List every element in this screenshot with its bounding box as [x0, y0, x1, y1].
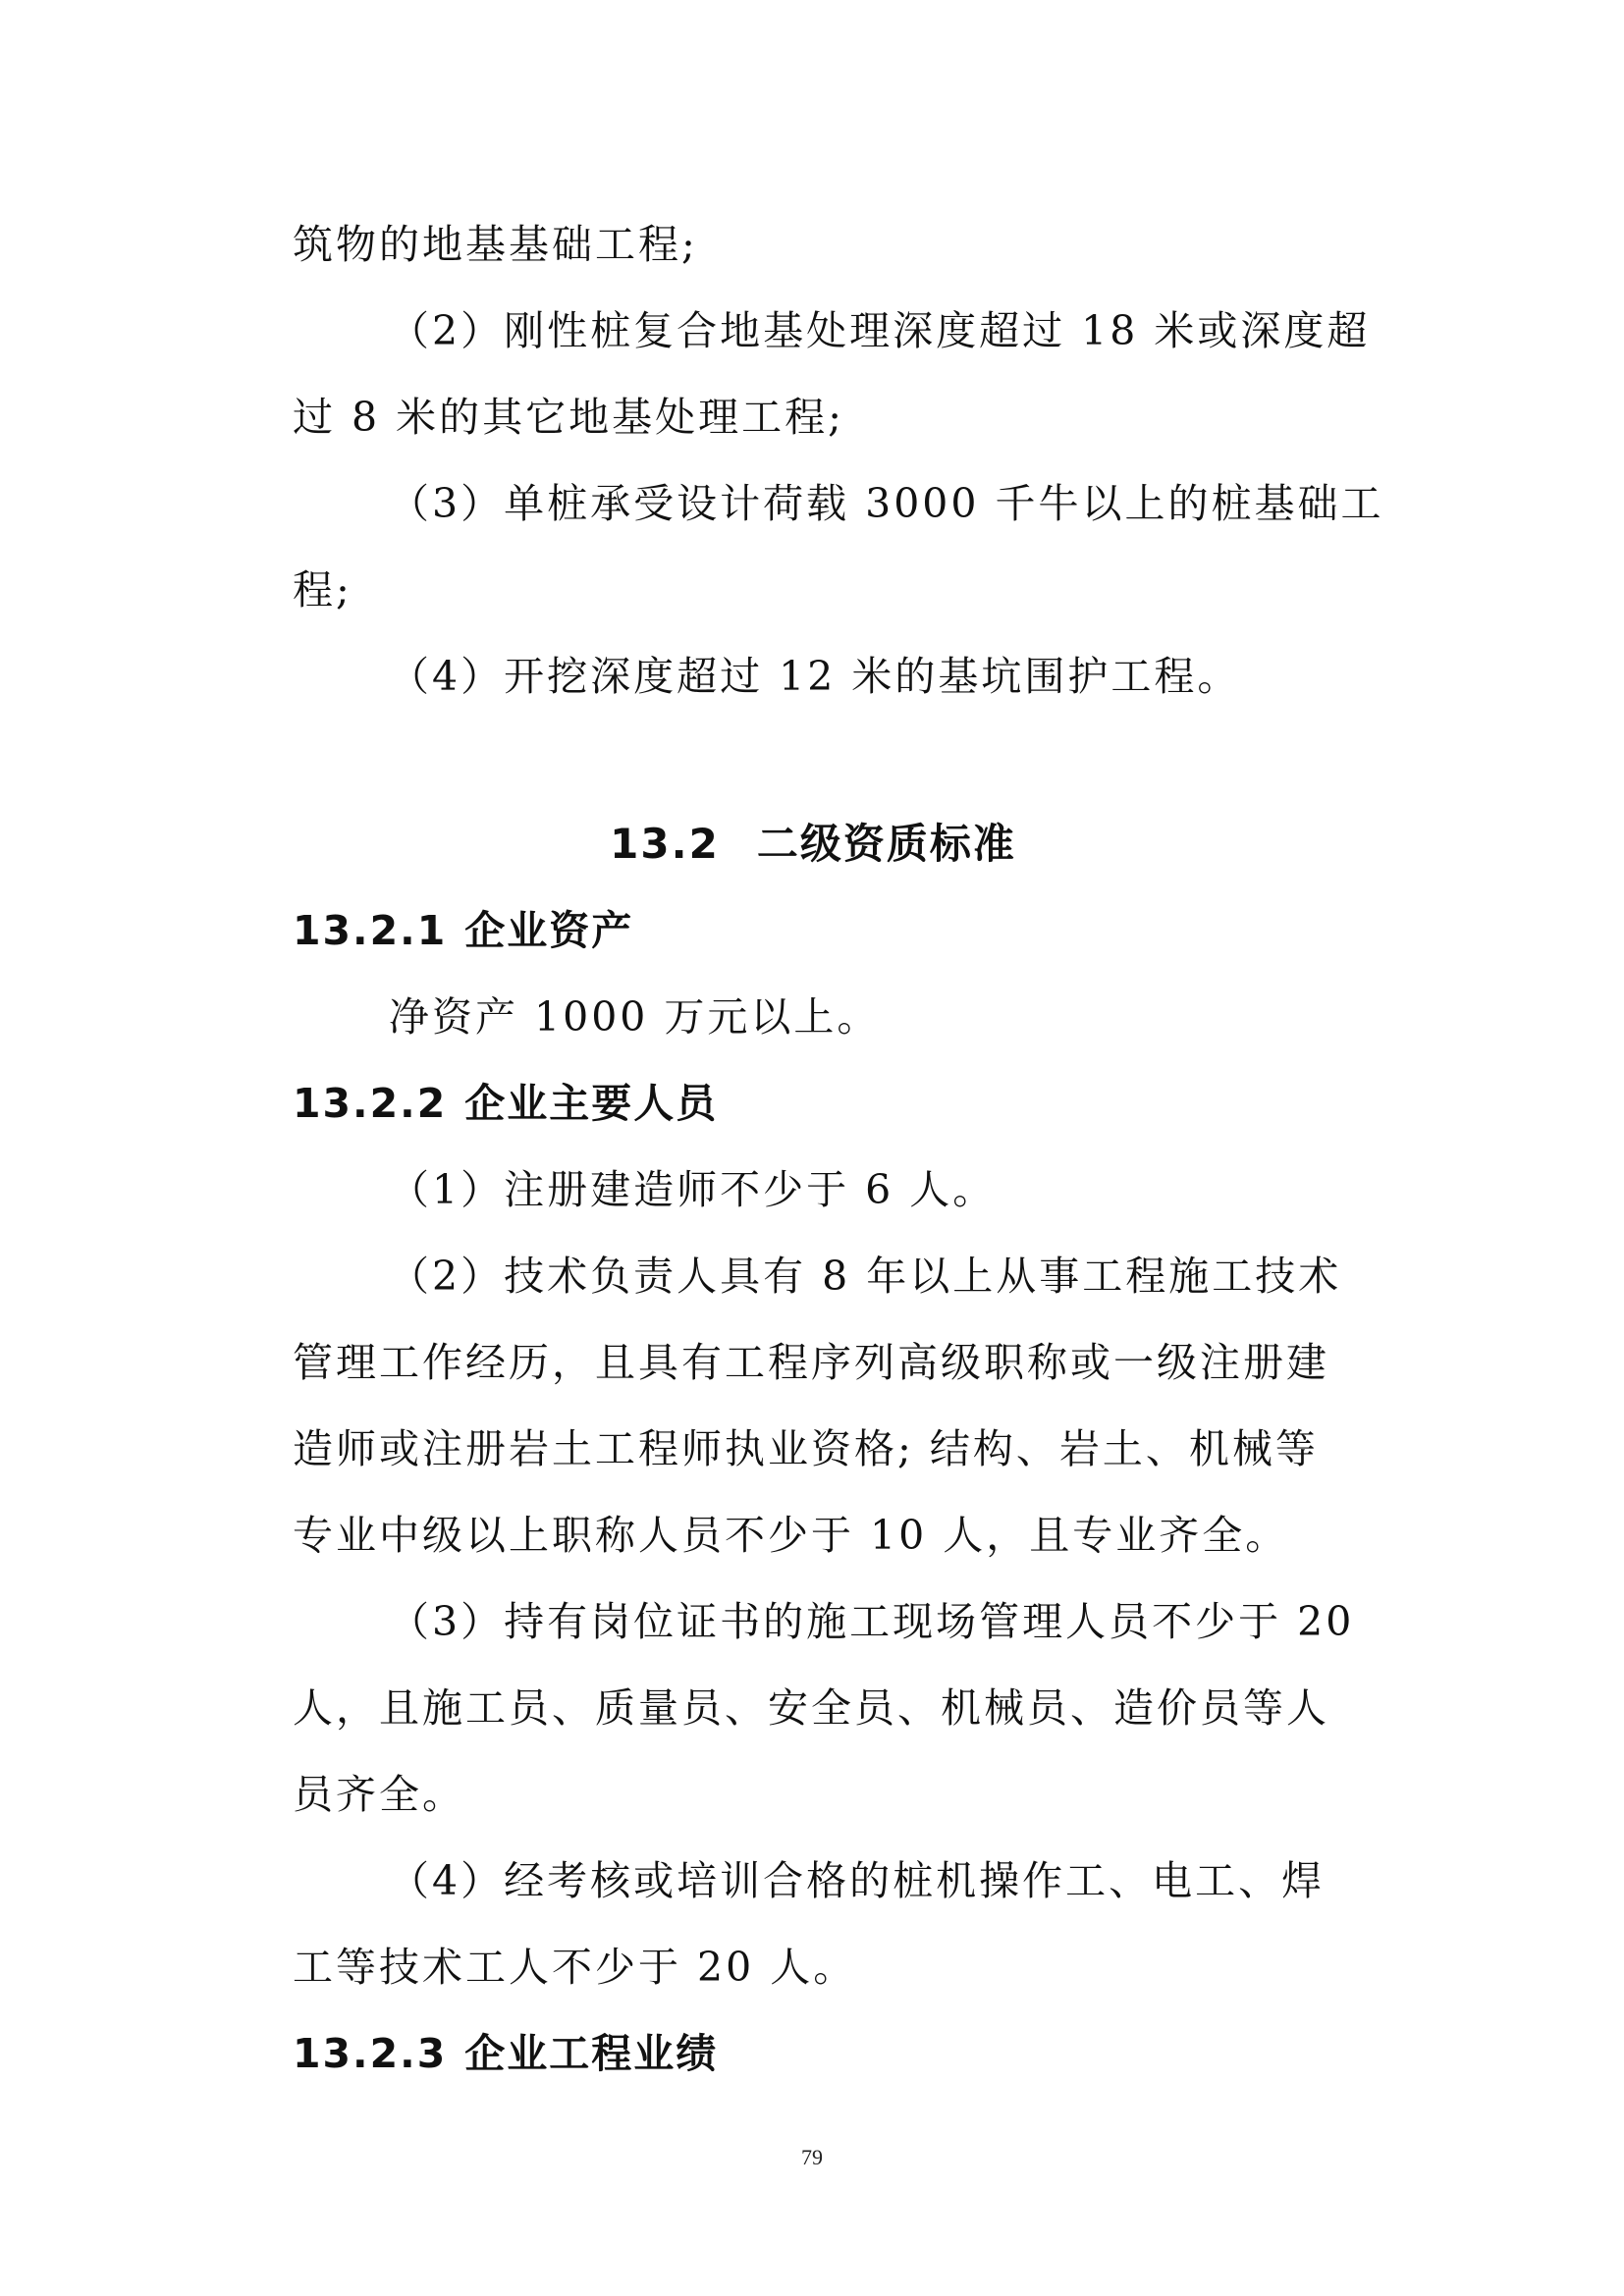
- paragraph-line: 筑物的地基基础工程;: [293, 221, 698, 268]
- list-item-4: （4）开挖深度超过 12 米的基坑围护工程。: [389, 653, 1241, 700]
- page-content: [293, 201, 1384, 2097]
- subsection-title: 企业工程业绩: [464, 2030, 719, 2077]
- list-item-2: （2）技术负责人具有 8 年以上从事工程施工技术: [389, 1253, 1342, 1300]
- paragraph-line: 过 8 米的其它地基处理工程;: [293, 394, 844, 441]
- list-item-4: （4）经考核或培训合格的桩机操作工、电工、焊: [389, 1857, 1326, 1904]
- subsection-heading-assets: [293, 887, 1333, 974]
- subsection-number: 13.2.2: [293, 1080, 448, 1127]
- list-item-3: （3）单桩承受设计荷载 3000 千牛以上的桩基础工: [389, 480, 1384, 527]
- section-spacer: [293, 720, 1333, 801]
- paragraph-line: 员齐全。: [293, 1771, 465, 1818]
- section-title: 二级资质标准: [756, 820, 1016, 868]
- paragraph-line: 专业中级以上职称人员不少于 10 人，且专业齐全。: [293, 1512, 1289, 1559]
- section-number: 13.2: [610, 820, 720, 868]
- paragraph-line: 人，且施工员、质量员、安全员、机械员、造价员等人: [293, 1684, 1329, 1732]
- subsection-heading-personnel: [293, 1060, 1333, 1147]
- subsection-heading-performance: [293, 2010, 1333, 2097]
- page-number: 79: [801, 2145, 823, 2169]
- subsection-title: 企业资产: [464, 907, 634, 954]
- subsection-number: 13.2.3: [293, 2030, 448, 2077]
- list-item-1: （1）注册建造师不少于 6 人。: [389, 1166, 997, 1213]
- paragraph-line: 工等技术工人不少于 20 人。: [293, 1944, 857, 1991]
- paragraph-line: 程;: [293, 566, 352, 614]
- section-heading: [293, 801, 1333, 887]
- paragraph-line: 管理工作经历，且具有工程序列高级职称或一级注册建: [293, 1339, 1329, 1386]
- subsection-number: 13.2.1: [293, 907, 448, 954]
- list-item-2: （2）刚性桩复合地基处理深度超过 18 米或深度超: [389, 307, 1371, 354]
- paragraph-line: 净资产 1000 万元以上。: [389, 993, 881, 1041]
- subsection-title: 企业主要人员: [464, 1080, 719, 1127]
- list-item-3: （3）持有岗位证书的施工现场管理人员不少于 20: [389, 1598, 1355, 1645]
- paragraph-line: 造师或注册岩土工程师执业资格; 结构、岩土、机械等: [293, 1425, 1319, 1472]
